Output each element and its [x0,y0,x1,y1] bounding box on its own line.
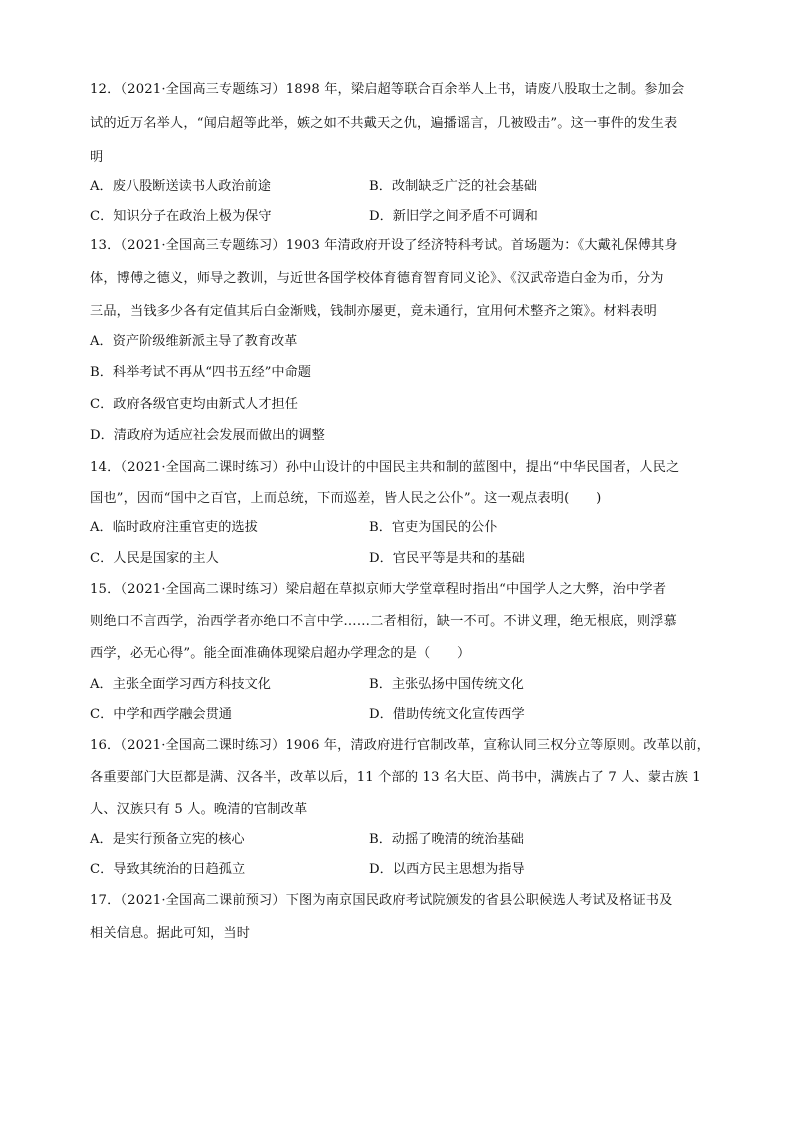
q14-option-d: D．官民平等是共和的基础 [369,551,525,566]
q13-option-a: A．资产阶级维新派主导了教育改革 [90,334,298,349]
q15-stem-line-1: 15．（2021·全国高二课时练习）梁启超在草拟京师大学堂章程时指出“中国学人之大弊，治中学者 [90,582,667,597]
q14-stem-line-2: 国也”，因而“国中之百官，上而总统，下而巡差，皆人民之公仆”。这一观点表明( ) [90,491,602,506]
q16-option-d: D．以西方民主思想为指导 [369,862,525,877]
q12-option-a: A．废八股断送读书人政治前途 [90,179,271,194]
q15-stem-line-3: 西学，必无心得”。能全面准确体现梁启超办学理念的是（ ） [90,646,471,661]
q15-option-b: B．主张弘扬中国传统文化 [369,677,524,692]
q16-option-a: A．是实行预备立宪的核心 [90,832,245,847]
q13-stem-line-3: 三品，当钱多少各有定值其后白金渐贱，钱制亦屡更，竟未通行，宜用何术整齐之策》。材料表明 [90,304,657,319]
q12-option-c: C．知识分子在政治上极为保守 [90,209,272,224]
q16-stem-line-1: 16．（2021·全国高二课时练习）1906 年，清政府进行官制改革，宣称认同三权分立等原则。改革以前， [90,738,710,753]
q14-option-c: C．人民是国家的主人 [90,551,219,566]
q16-stem-line-2: 各重要部门大臣都是满、汉各半，改革以后，11 个部的 13 名大臣、尚书中，满族占了 7 人、蒙古族 1 [90,770,701,785]
q12-option-d: D．新旧学之间矛盾不可调和 [369,209,538,224]
q17-stem-line-1: 17．（2021·全国高二课前预习）下图为南京国民政府考试院颁发的省县公职候选人考试及格证书及 [90,893,673,908]
q12-stem-line-3: 明 [90,150,104,165]
q15-option-d: D．借助传统文化宣传西学 [369,707,525,722]
q14-stem-line-1: 14．（2021·全国高二课时练习）孙中山设计的中国民主共和制的蓝图中，提出“中华民国者，人民之 [90,460,680,475]
q14-option-a: A．临时政府注重官吏的选拔 [90,520,258,535]
q13-stem-line-1: 13．（2021·全国高三专题练习）1903 年清政府开设了经济特科考试。首场题为：《大戴礼保傅其身 [90,238,678,253]
q14-option-b: B．官吏为国民的公仆 [369,520,498,535]
q15-option-c: C．中学和西学融会贯通 [90,707,232,722]
q13-stem-line-2: 体，博傅之德义，师导之教训，与近世各国学校体育德育智育同义论》、《汉武帝造白金为币，分为 [90,271,664,286]
q15-option-a: A．主张全面学习西方科技文化 [90,677,271,692]
q12-stem-line-2: 试的近万名举人，“闻启超等此举，嫉之如不共戴天之仇，遍播谣言，几被殴击”。这一事件的发生表 [90,116,678,131]
q13-option-d: D．清政府为适应社会发展而做出的调整 [90,428,325,443]
q13-option-b: B．科举考试不再从“四书五经”中命题 [90,365,311,380]
q15-stem-line-2: 则绝口不言西学，治西学者亦绝口不言中学……二者相衍，缺一不可。不讲义理，绝无根底，则浮慕 [90,614,677,629]
q13-option-c: C．政府各级官吏均由新式人才担任 [90,397,298,412]
q16-stem-line-3: 人、汉族只有 5 人。晚清的官制改革 [90,802,308,817]
q16-option-c: C．导致其统治的日趋孤立 [90,862,246,877]
q17-stem-line-2: 相关信息。据此可知，当时 [90,926,251,941]
q12-option-b: B．改制缺乏广泛的社会基础 [369,179,537,194]
q12-stem-line-1: 12．（2021·全国高三专题练习）1898 年，梁启超等联合百余举人上书，请废八股取士之制。参加会 [90,82,685,97]
q16-option-b: B．动摇了晚清的统治基础 [369,832,524,847]
